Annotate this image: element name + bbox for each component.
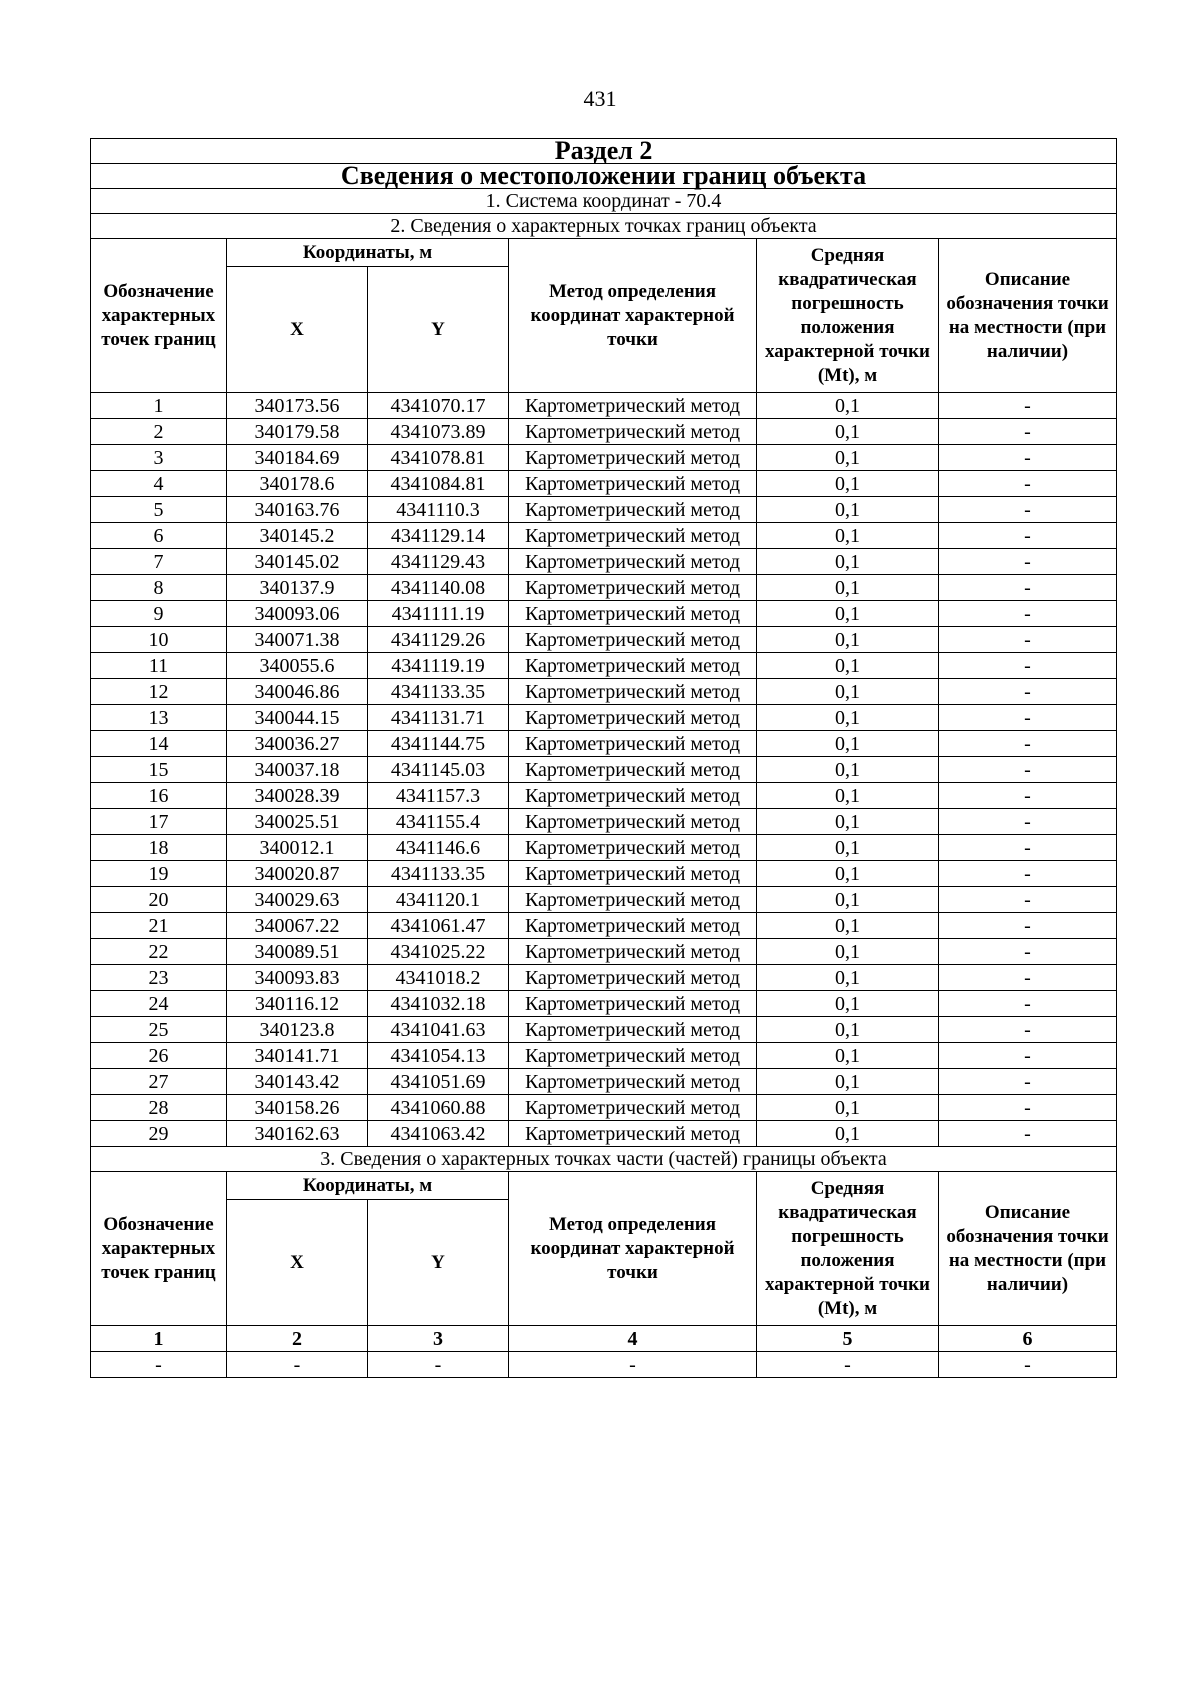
error-value-cell: 0,1 <box>757 627 939 653</box>
description-header: Описание обозначения точки на местности (при наличии) <box>939 239 1117 393</box>
x-coordinate-cell: 340089.51 <box>227 939 368 965</box>
table-row <box>91 1121 1117 1147</box>
section-subtitle: Сведения о местоположении границ объекта <box>91 164 1117 189</box>
description-cell: - <box>939 1017 1117 1043</box>
y-coordinate-cell: 4341060.88 <box>368 1095 509 1121</box>
table-row <box>91 783 1117 809</box>
method-cell: Картометрический метод <box>509 575 757 601</box>
error-value-cell: 0,1 <box>757 991 939 1017</box>
point-number-cell: 4 <box>91 471 227 497</box>
parts-x-coordinate-cell: - <box>227 1352 368 1378</box>
description-cell: - <box>939 783 1117 809</box>
error-value-cell: 0,1 <box>757 393 939 419</box>
x-coordinate-cell: 340163.76 <box>227 497 368 523</box>
point-number-cell: 29 <box>91 1121 227 1147</box>
coords-header: Координаты, м <box>227 239 509 267</box>
y-coordinate-cell: 4341140.08 <box>368 575 509 601</box>
method-cell: Картометрический метод <box>509 1069 757 1095</box>
error-value-cell: 0,1 <box>757 1121 939 1147</box>
x-coordinate-cell: 340123.8 <box>227 1017 368 1043</box>
x-coordinate-cell: 340145.02 <box>227 549 368 575</box>
x-coordinate-cell: 340141.71 <box>227 1043 368 1069</box>
x-coordinate-cell: 340055.6 <box>227 653 368 679</box>
parts-designation-header: Обозначение характерных точек границ <box>91 1172 227 1326</box>
y-coordinate-cell: 4341129.26 <box>368 627 509 653</box>
point-number-cell: 10 <box>91 627 227 653</box>
method-cell: Картометрический метод <box>509 523 757 549</box>
x-coordinate-cell: 340184.69 <box>227 445 368 471</box>
table-row <box>91 1017 1117 1043</box>
point-number-cell: 15 <box>91 757 227 783</box>
error-value-cell: 0,1 <box>757 653 939 679</box>
description-cell: - <box>939 1095 1117 1121</box>
method-cell: Картометрический метод <box>509 991 757 1017</box>
y-coordinate-cell: 4341146.6 <box>368 835 509 861</box>
table-row <box>91 835 1117 861</box>
parts-point-number-cell: - <box>91 1352 227 1378</box>
x-coordinate-cell: 340145.2 <box>227 523 368 549</box>
error-value-cell: 0,1 <box>757 965 939 991</box>
x-coordinate-cell: 340020.87 <box>227 861 368 887</box>
description-cell: - <box>939 549 1117 575</box>
method-cell: Картометрический метод <box>509 861 757 887</box>
table-row <box>91 809 1117 835</box>
table-row <box>91 887 1117 913</box>
error-value-cell: 0,1 <box>757 913 939 939</box>
error-value-cell: 0,1 <box>757 705 939 731</box>
y-coordinate-cell: 4341129.43 <box>368 549 509 575</box>
description-cell: - <box>939 1043 1117 1069</box>
error-value-cell: 0,1 <box>757 731 939 757</box>
x-coordinate-cell: 340173.56 <box>227 393 368 419</box>
table-row <box>91 523 1117 549</box>
y-coordinate-cell: 4341129.14 <box>368 523 509 549</box>
y-coordinate-cell: 4341131.71 <box>368 705 509 731</box>
method-cell: Картометрический метод <box>509 913 757 939</box>
x-coordinate-cell: 340071.38 <box>227 627 368 653</box>
error-value-cell: 0,1 <box>757 549 939 575</box>
error-value-cell: 0,1 <box>757 809 939 835</box>
method-cell: Картометрический метод <box>509 679 757 705</box>
description-cell: - <box>939 861 1117 887</box>
coord-system-line: 1. Система координат - 70.4 <box>91 189 1117 214</box>
point-number-cell: 27 <box>91 1069 227 1095</box>
x-coordinate-cell: 340162.63 <box>227 1121 368 1147</box>
point-number-cell: 28 <box>91 1095 227 1121</box>
point-number-cell: 19 <box>91 861 227 887</box>
point-number-cell: 5 <box>91 497 227 523</box>
column-number-cell: 3 <box>368 1326 509 1352</box>
column-number-cell: 2 <box>227 1326 368 1352</box>
description-cell: - <box>939 419 1117 445</box>
points-section-title: 2. Сведения о характерных точках границ объекта <box>91 214 1117 239</box>
point-number-cell: 21 <box>91 913 227 939</box>
y-coordinate-cell: 4341041.63 <box>368 1017 509 1043</box>
y-coordinate-cell: 4341119.19 <box>368 653 509 679</box>
table-row <box>91 653 1117 679</box>
parts-y-header: Y <box>368 1200 509 1326</box>
parts-method-cell: - <box>509 1352 757 1378</box>
error-value-cell: 0,1 <box>757 1043 939 1069</box>
method-cell: Картометрический метод <box>509 419 757 445</box>
error-value-cell: 0,1 <box>757 601 939 627</box>
point-number-cell: 20 <box>91 887 227 913</box>
x-coordinate-cell: 340093.06 <box>227 601 368 627</box>
point-number-cell: 2 <box>91 419 227 445</box>
table-row <box>91 861 1117 887</box>
point-number-cell: 17 <box>91 809 227 835</box>
description-cell: - <box>939 497 1117 523</box>
method-cell: Картометрический метод <box>509 731 757 757</box>
error-value-cell: 0,1 <box>757 679 939 705</box>
y-coordinate-cell: 4341073.89 <box>368 419 509 445</box>
parts-y-coordinate-cell: - <box>368 1352 509 1378</box>
x-coordinate-cell: 340036.27 <box>227 731 368 757</box>
description-cell: - <box>939 575 1117 601</box>
error-header: Средняя квадратическая погрешность положения характерной точки (Mt), м <box>757 239 939 393</box>
x-coordinate-cell: 340067.22 <box>227 913 368 939</box>
parts-method-header: Метод определения координат характерной точки <box>509 1172 757 1326</box>
table-row <box>91 1069 1117 1095</box>
description-cell: - <box>939 627 1117 653</box>
description-cell: - <box>939 887 1117 913</box>
error-value-cell: 0,1 <box>757 783 939 809</box>
point-number-cell: 3 <box>91 445 227 471</box>
point-number-cell: 14 <box>91 731 227 757</box>
method-cell: Картометрический метод <box>509 757 757 783</box>
point-number-cell: 23 <box>91 965 227 991</box>
method-cell: Картометрический метод <box>509 549 757 575</box>
description-cell: - <box>939 705 1117 731</box>
description-cell: - <box>939 445 1117 471</box>
point-number-cell: 13 <box>91 705 227 731</box>
error-value-cell: 0,1 <box>757 471 939 497</box>
description-cell: - <box>939 991 1117 1017</box>
method-cell: Картометрический метод <box>509 809 757 835</box>
x-coordinate-cell: 340037.18 <box>227 757 368 783</box>
point-number-cell: 6 <box>91 523 227 549</box>
description-cell: - <box>939 653 1117 679</box>
parts-error-header: Средняя квадратическая погрешность положения характерной точки (Mt), м <box>757 1172 939 1326</box>
page-number: 431 <box>583 86 617 111</box>
y-header: Y <box>368 267 509 393</box>
y-coordinate-cell: 4341070.17 <box>368 393 509 419</box>
description-cell: - <box>939 731 1117 757</box>
error-value-cell: 0,1 <box>757 1017 939 1043</box>
table-row <box>91 731 1117 757</box>
parts-section-title: 3. Сведения о характерных точках части (частей) границы объекта <box>91 1147 1117 1172</box>
point-number-cell: 22 <box>91 939 227 965</box>
x-coordinate-cell: 340012.1 <box>227 835 368 861</box>
table-row <box>91 991 1117 1017</box>
method-cell: Картометрический метод <box>509 445 757 471</box>
designation-header: Обозначение характерных точек границ <box>91 239 227 393</box>
description-cell: - <box>939 1121 1117 1147</box>
y-coordinate-cell: 4341063.42 <box>368 1121 509 1147</box>
x-coordinate-cell: 340116.12 <box>227 991 368 1017</box>
table-row <box>91 419 1117 445</box>
column-number-cell: 6 <box>939 1326 1117 1352</box>
x-coordinate-cell: 340028.39 <box>227 783 368 809</box>
column-number-cell: 4 <box>509 1326 757 1352</box>
point-number-cell: 12 <box>91 679 227 705</box>
column-number-row <box>91 1326 1117 1352</box>
table-row <box>91 1043 1117 1069</box>
error-value-cell: 0,1 <box>757 523 939 549</box>
method-cell: Картометрический метод <box>509 393 757 419</box>
y-coordinate-cell: 4341054.13 <box>368 1043 509 1069</box>
x-coordinate-cell: 340093.83 <box>227 965 368 991</box>
description-cell: - <box>939 679 1117 705</box>
error-value-cell: 0,1 <box>757 445 939 471</box>
method-cell: Картометрический метод <box>509 1017 757 1043</box>
method-cell: Картометрический метод <box>509 783 757 809</box>
x-coordinate-cell: 340143.42 <box>227 1069 368 1095</box>
table-row <box>91 497 1117 523</box>
boundary-table-body <box>91 136 1117 1378</box>
description-cell: - <box>939 523 1117 549</box>
error-value-cell: 0,1 <box>757 1069 939 1095</box>
column-number-cell: 1 <box>91 1326 227 1352</box>
point-number-cell: 26 <box>91 1043 227 1069</box>
y-coordinate-cell: 4341133.35 <box>368 861 509 887</box>
table-row <box>91 575 1117 601</box>
method-cell: Картометрический метод <box>509 835 757 861</box>
section-title: Раздел 2 <box>91 139 1117 164</box>
table-row <box>91 679 1117 705</box>
parts-error-value-cell: - <box>757 1352 939 1378</box>
table-row <box>91 471 1117 497</box>
y-coordinate-cell: 4341051.69 <box>368 1069 509 1095</box>
method-cell: Картометрический метод <box>509 1121 757 1147</box>
table-row <box>91 939 1117 965</box>
y-coordinate-cell: 4341155.4 <box>368 809 509 835</box>
method-cell: Картометрический метод <box>509 471 757 497</box>
description-cell: - <box>939 835 1117 861</box>
y-coordinate-cell: 4341144.75 <box>368 731 509 757</box>
x-header: X <box>227 267 368 393</box>
method-cell: Картометрический метод <box>509 1095 757 1121</box>
point-number-cell: 16 <box>91 783 227 809</box>
point-number-cell: 1 <box>91 393 227 419</box>
y-coordinate-cell: 4341157.3 <box>368 783 509 809</box>
error-value-cell: 0,1 <box>757 887 939 913</box>
parts-coords-header: Координаты, м <box>227 1172 509 1200</box>
error-value-cell: 0,1 <box>757 1095 939 1121</box>
x-coordinate-cell: 340046.86 <box>227 679 368 705</box>
parts-description-cell: - <box>939 1352 1117 1378</box>
x-coordinate-cell: 340158.26 <box>227 1095 368 1121</box>
x-coordinate-cell: 340029.63 <box>227 887 368 913</box>
y-coordinate-cell: 4341120.1 <box>368 887 509 913</box>
table-row <box>91 913 1117 939</box>
method-cell: Картометрический метод <box>509 887 757 913</box>
point-number-cell: 24 <box>91 991 227 1017</box>
point-number-cell: 7 <box>91 549 227 575</box>
column-number-cell: 5 <box>757 1326 939 1352</box>
y-coordinate-cell: 4341110.3 <box>368 497 509 523</box>
y-coordinate-cell: 4341018.2 <box>368 965 509 991</box>
table-row <box>91 445 1117 471</box>
y-coordinate-cell: 4341061.47 <box>368 913 509 939</box>
y-coordinate-cell: 4341145.03 <box>368 757 509 783</box>
table-row <box>91 705 1117 731</box>
table-row <box>91 549 1117 575</box>
parts-x-header: X <box>227 1200 368 1326</box>
x-coordinate-cell: 340179.58 <box>227 419 368 445</box>
point-number-cell: 25 <box>91 1017 227 1043</box>
error-value-cell: 0,1 <box>757 757 939 783</box>
table-row <box>91 1095 1117 1121</box>
description-cell: - <box>939 965 1117 991</box>
description-cell: - <box>939 809 1117 835</box>
error-value-cell: 0,1 <box>757 939 939 965</box>
description-cell: - <box>939 913 1117 939</box>
error-value-cell: 0,1 <box>757 861 939 887</box>
x-coordinate-cell: 340137.9 <box>227 575 368 601</box>
method-cell: Картометрический метод <box>509 1043 757 1069</box>
method-cell: Картометрический метод <box>509 653 757 679</box>
point-number-cell: 9 <box>91 601 227 627</box>
table-row <box>91 601 1117 627</box>
method-cell: Картометрический метод <box>509 705 757 731</box>
x-coordinate-cell: 340044.15 <box>227 705 368 731</box>
x-coordinate-cell: 340178.6 <box>227 471 368 497</box>
error-value-cell: 0,1 <box>757 835 939 861</box>
method-header: Метод определения координат характерной точки <box>509 239 757 393</box>
error-value-cell: 0,1 <box>757 497 939 523</box>
method-cell: Картометрический метод <box>509 497 757 523</box>
y-coordinate-cell: 4341025.22 <box>368 939 509 965</box>
parts-description-header: Описание обозначения точки на местности (при наличии) <box>939 1172 1117 1326</box>
y-coordinate-cell: 4341111.19 <box>368 601 509 627</box>
description-cell: - <box>939 757 1117 783</box>
description-cell: - <box>939 939 1117 965</box>
method-cell: Картометрический метод <box>509 965 757 991</box>
parts-table-row <box>91 1352 1117 1378</box>
point-number-cell: 11 <box>91 653 227 679</box>
x-coordinate-cell: 340025.51 <box>227 809 368 835</box>
y-coordinate-cell: 4341133.35 <box>368 679 509 705</box>
y-coordinate-cell: 4341078.81 <box>368 445 509 471</box>
description-cell: - <box>939 393 1117 419</box>
table-row <box>91 627 1117 653</box>
method-cell: Картометрический метод <box>509 939 757 965</box>
boundary-table <box>90 138 1117 1378</box>
method-cell: Картометрический метод <box>509 601 757 627</box>
error-value-cell: 0,1 <box>757 575 939 601</box>
description-cell: - <box>939 1069 1117 1095</box>
table-row <box>91 393 1117 419</box>
description-cell: - <box>939 601 1117 627</box>
y-coordinate-cell: 4341084.81 <box>368 471 509 497</box>
method-cell: Картометрический метод <box>509 627 757 653</box>
point-number-cell: 8 <box>91 575 227 601</box>
table-row <box>91 965 1117 991</box>
error-value-cell: 0,1 <box>757 419 939 445</box>
point-number-cell: 18 <box>91 835 227 861</box>
y-coordinate-cell: 4341032.18 <box>368 991 509 1017</box>
table-row <box>91 757 1117 783</box>
description-cell: - <box>939 471 1117 497</box>
